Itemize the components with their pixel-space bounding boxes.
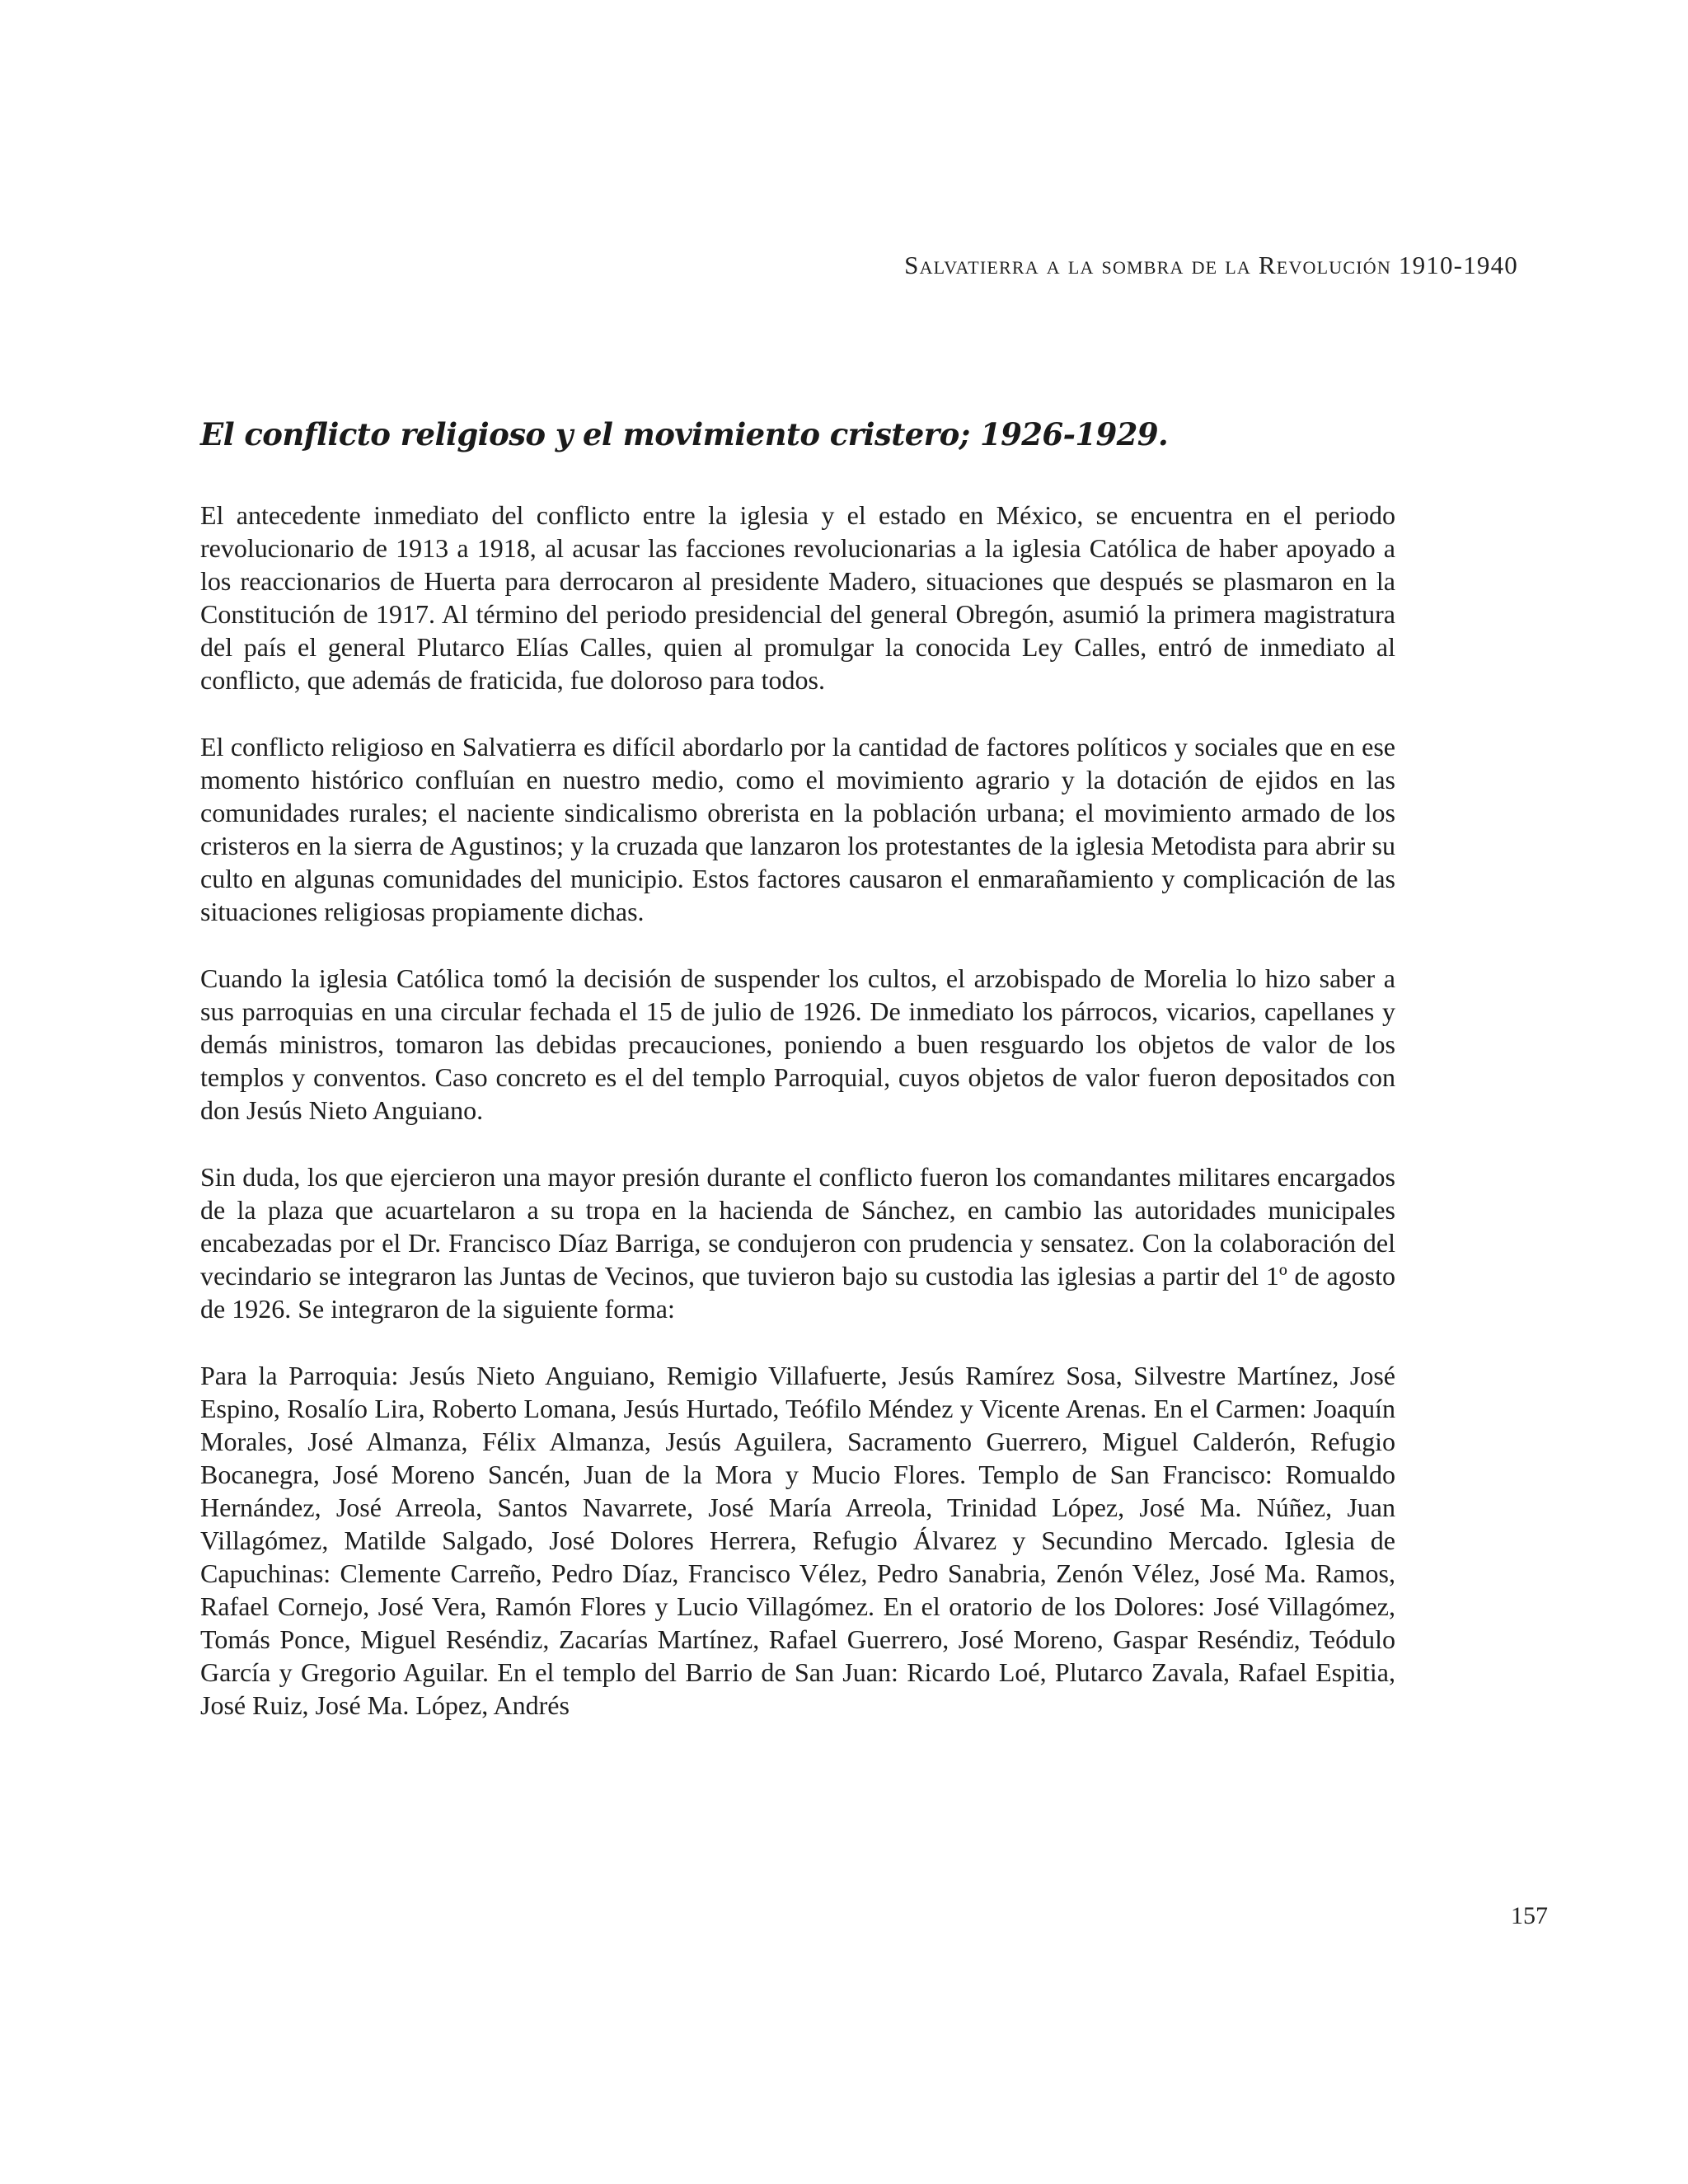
- body-paragraph: Cuando la iglesia Católica tomó la decisión de suspender los cultos, el arzobispado de Morelia lo hizo saber a sus parroquias en una circular fechada el 15 de julio de 1926. De inmediato los párrocos, vicarios, capellanes y demás ministros, tomaron las debidas precauciones, poniendo a buen resguardo los objetos de valor de los templos y conventos. Caso concreto es el del templo Parroquial, cuyos objetos de valor fueron depositados con don Jesús Nieto Anguiano.: [200, 963, 1395, 1125]
- body-paragraph: Sin duda, los que ejercieron una mayor presión durante el conflicto fueron los comandantes militares encargados de la plaza que acuartelaron a su tropa en la hacienda de Sánchez, en cambio las autoridades municipales encabezadas por el Dr. Francisco Díaz Barriga, se condujeron con prudencia y sensatez. Con la colaboración del vecindario se integraron las Juntas de Vecinos, que tuvieron bajo su custodia las iglesias a partir del 1º de agosto de 1926. Se integraron de la siguiente forma:: [200, 1162, 1395, 1324]
- page-number: 157: [1511, 1902, 1548, 1929]
- body-paragraph: El antecedente inmediato del conflicto entre la iglesia y el estado en México, se encuentra en el periodo revolucionario de 1913 a 1918, al acusar las facciones revolucionarias a la iglesia Católica de haber apoyado a los reaccionarios de Huerta para derrocaron al presidente Madero, situaciones que después se plasmaron en la Constitución de 1917. Al término del periodo presidencial del general Obregón, asumió la primera magistratura del país el general Plutarco Elías Calles, quien al promulgar la conocida Ley Calles, entró de inmediato al conflicto, que además de fraticida, fue doloroso para todos.: [200, 500, 1395, 695]
- body-paragraph: El conflicto religioso en Salvatierra es difícil abordarlo por la cantidad de factores políticos y sociales que en ese momento histórico confluían en nuestro medio, como el movimiento agrario y la dotación de ejidos en las comunidades rurales; el naciente sindicalismo obrerista en la población urbana; el movimiento armado de los cristeros en la sierra de Agustinos; y la cruzada que lanzaron los protestantes de la iglesia Metodista para abrir su culto en algunas comunidades del municipio. Estos factores causaron el enmarañamiento y complicación de las situaciones religiosas propiamente dichas.: [200, 732, 1395, 926]
- section-title: El conflicto religioso y el movimiento cristero; 1926-1929.: [200, 416, 1169, 452]
- running-header-title: Salvatierra a la sombra de la Revolución 1910-1940: [904, 251, 1518, 279]
- page-body: [200, 416, 1395, 1722]
- body-paragraph: Para la Parroquia: Jesús Nieto Anguiano, Remigio Villafuerte, Jesús Ramírez Sosa, Silvestre Martínez, José Espino, Rosalío Lira, Roberto Lomana, Jesús Hurtado, Teófilo Méndez y Vicente Arenas. En el Carmen: Joaquín Morales, José Almanza, Félix Almanza, Jesús Aguilera, Sacramento Guerrero, Miguel Calderón, Refugio Bocanegra, José Moreno Sancén, Juan de la Mora y Mucio Flores. Templo de San Francisco: Romualdo Hernández, José Arreola, Santos Navarrete, José María Arreola, Trinidad López, José Ma. Núñez, Juan Villagómez, Matilde Salgado, José Dolores Herrera, Refugio Álvarez y Secundino Mercado. Iglesia de Capuchinas: Clemente Carreño, Pedro Díaz, Francisco Vélez, Pedro Sanabria, Zenón Vélez, José Ma. Ramos, Rafael Cornejo, José Vera, Ramón Flores y Lucio Villagómez. En el oratorio de los Dolores: José Villagómez, Tomás Ponce, Miguel Reséndiz, Zacarías Martínez, Rafael Guerrero, José Moreno, Gaspar Reséndiz, Teódulo García y Gregorio Aguilar. En el templo del Barrio de San Juan: Ricardo Loé, Plutarco Zavala, Rafael Espitia, José Ruiz, José Ma. López, Andrés: [200, 1361, 1395, 1720]
